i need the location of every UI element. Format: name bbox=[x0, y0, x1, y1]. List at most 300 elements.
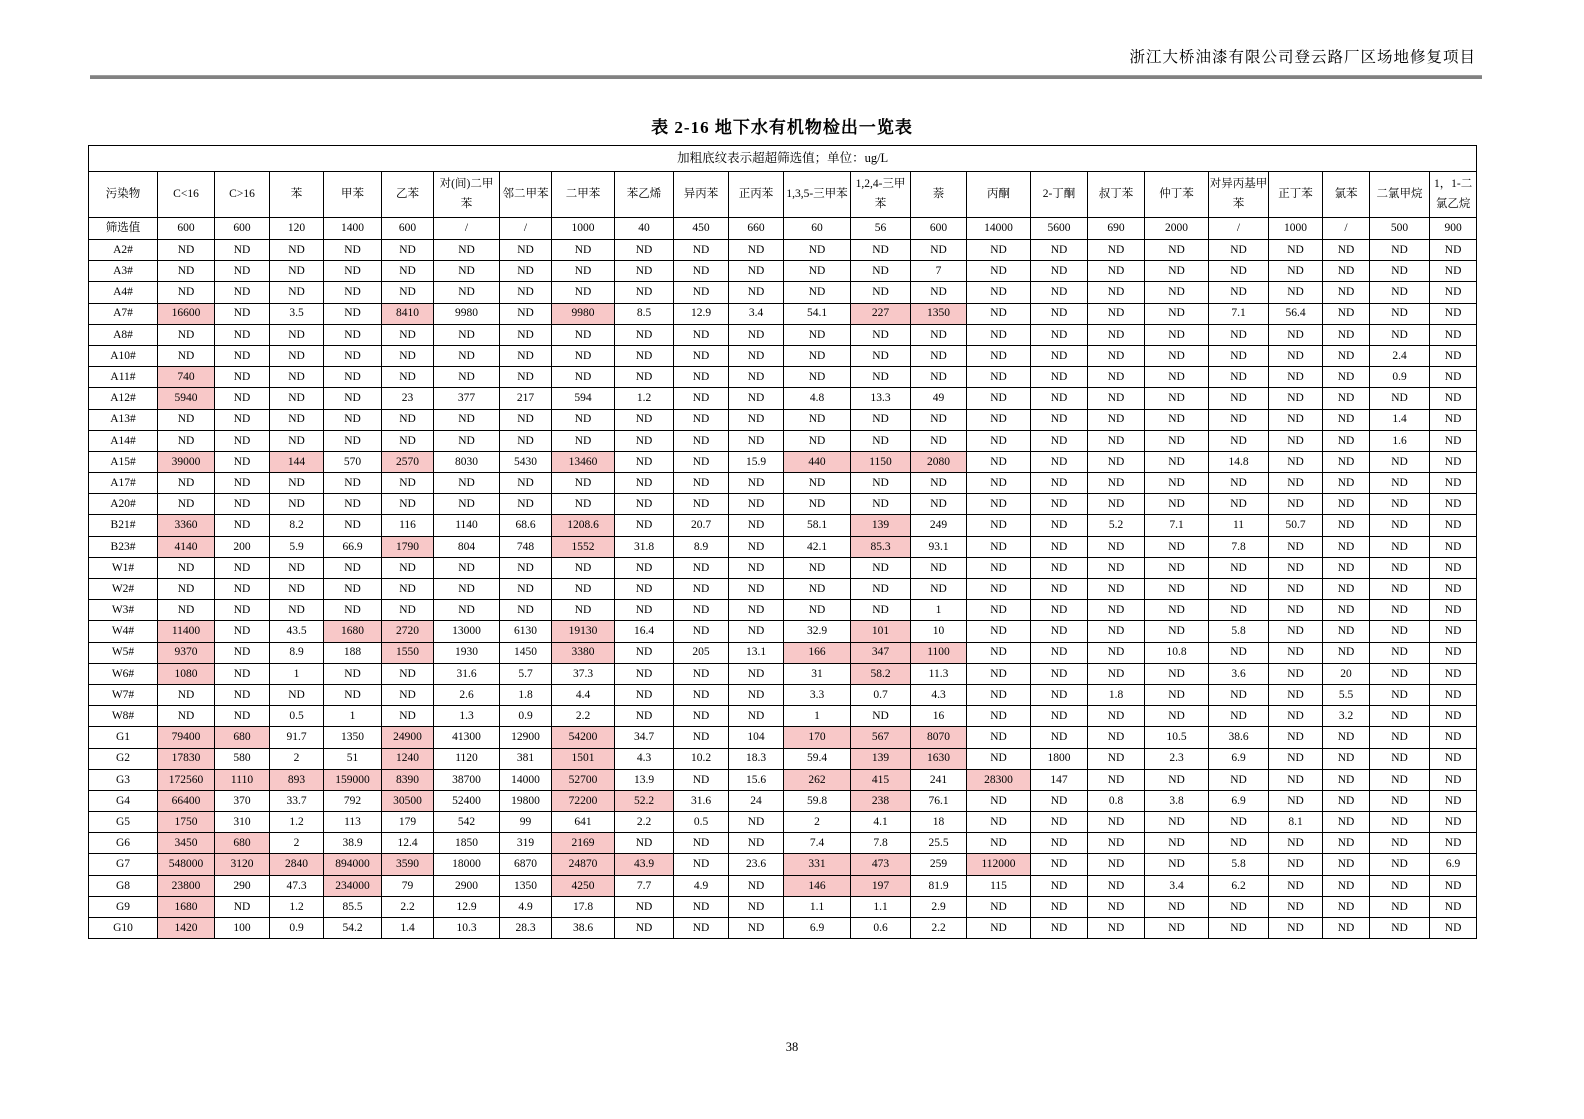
screening-value: 600 bbox=[215, 218, 270, 240]
data-cell: ND bbox=[1209, 769, 1269, 790]
data-cell: 9980 bbox=[552, 303, 615, 324]
row-id: B21# bbox=[89, 515, 158, 536]
data-cell: ND bbox=[1430, 621, 1477, 642]
data-cell: 115 bbox=[967, 875, 1031, 896]
data-cell: ND bbox=[1269, 473, 1323, 494]
data-cell: 166 bbox=[784, 642, 851, 663]
data-cell: 10.8 bbox=[1145, 642, 1209, 663]
table-row bbox=[89, 494, 1477, 515]
data-cell: ND bbox=[1088, 367, 1145, 388]
data-cell: ND bbox=[1088, 473, 1145, 494]
data-cell: ND bbox=[1323, 748, 1370, 769]
data-cell: ND bbox=[674, 621, 729, 642]
col-header: 萘 bbox=[911, 172, 967, 218]
data-cell: ND bbox=[729, 706, 784, 727]
data-cell: 6.9 bbox=[784, 918, 851, 939]
data-cell: ND bbox=[1088, 727, 1145, 748]
data-cell: ND bbox=[1370, 388, 1430, 409]
screening-value: 900 bbox=[1430, 218, 1477, 240]
data-cell: 10.5 bbox=[1145, 727, 1209, 748]
row-id: G8 bbox=[89, 875, 158, 896]
data-cell: ND bbox=[1031, 896, 1088, 917]
data-cell: 19130 bbox=[552, 621, 615, 642]
data-cell: ND bbox=[1430, 409, 1477, 430]
data-cell: 1110 bbox=[215, 769, 270, 790]
data-cell: 1.4 bbox=[1370, 409, 1430, 430]
data-cell: ND bbox=[1145, 367, 1209, 388]
screening-value: 600 bbox=[382, 218, 434, 240]
data-cell: 8.5 bbox=[615, 303, 674, 324]
data-cell: 39000 bbox=[158, 451, 215, 472]
data-cell: ND bbox=[851, 557, 911, 578]
data-cell: ND bbox=[1088, 388, 1145, 409]
screening-value: / bbox=[1209, 218, 1269, 240]
row-id: G9 bbox=[89, 896, 158, 917]
table-row bbox=[89, 261, 1477, 282]
row-id: A7# bbox=[89, 303, 158, 324]
data-cell: ND bbox=[324, 303, 382, 324]
data-cell: 31.6 bbox=[674, 790, 729, 811]
data-cell: ND bbox=[434, 345, 500, 366]
data-cell: ND bbox=[1145, 918, 1209, 939]
data-cell: ND bbox=[967, 261, 1031, 282]
data-cell: ND bbox=[434, 557, 500, 578]
data-cell: ND bbox=[729, 515, 784, 536]
data-cell: ND bbox=[500, 579, 552, 600]
data-cell: ND bbox=[324, 345, 382, 366]
data-cell: 12.9 bbox=[434, 896, 500, 917]
data-cell: ND bbox=[967, 324, 1031, 345]
data-cell: ND bbox=[1323, 282, 1370, 303]
table-body bbox=[89, 240, 1477, 939]
data-cell: 3360 bbox=[158, 515, 215, 536]
data-cell: ND bbox=[382, 324, 434, 345]
data-cell: ND bbox=[1269, 240, 1323, 261]
data-cell: ND bbox=[1430, 494, 1477, 515]
data-cell: ND bbox=[851, 345, 911, 366]
data-cell: ND bbox=[1209, 642, 1269, 663]
data-cell: ND bbox=[1145, 536, 1209, 557]
data-cell: 101 bbox=[851, 621, 911, 642]
data-cell: ND bbox=[674, 727, 729, 748]
data-cell: ND bbox=[270, 600, 324, 621]
data-cell: 43.5 bbox=[270, 621, 324, 642]
data-cell: ND bbox=[552, 261, 615, 282]
data-cell: ND bbox=[967, 579, 1031, 600]
data-cell: ND bbox=[1370, 854, 1430, 875]
data-cell: ND bbox=[784, 473, 851, 494]
data-cell: ND bbox=[215, 409, 270, 430]
data-cell: ND bbox=[784, 600, 851, 621]
data-cell: ND bbox=[215, 896, 270, 917]
data-cell: ND bbox=[1269, 706, 1323, 727]
data-cell: 0.6 bbox=[851, 918, 911, 939]
data-cell: 99 bbox=[500, 812, 552, 833]
data-cell: ND bbox=[552, 473, 615, 494]
data-cell: 1.2 bbox=[270, 812, 324, 833]
data-cell: 38.6 bbox=[1209, 727, 1269, 748]
data-cell: ND bbox=[1370, 240, 1430, 261]
table-row bbox=[89, 282, 1477, 303]
table-row bbox=[89, 854, 1477, 875]
data-cell: 7 bbox=[911, 261, 967, 282]
col-header: 对(间)二甲苯 bbox=[434, 172, 500, 218]
data-cell: 1 bbox=[324, 706, 382, 727]
data-cell: ND bbox=[1031, 557, 1088, 578]
data-cell: ND bbox=[967, 684, 1031, 705]
table-row bbox=[89, 324, 1477, 345]
data-cell: ND bbox=[1430, 790, 1477, 811]
data-cell: 58.2 bbox=[851, 663, 911, 684]
data-cell: 740 bbox=[158, 367, 215, 388]
table-row bbox=[89, 367, 1477, 388]
data-cell: ND bbox=[1430, 324, 1477, 345]
data-cell: ND bbox=[552, 345, 615, 366]
row-id: W8# bbox=[89, 706, 158, 727]
data-cell: ND bbox=[729, 324, 784, 345]
data-cell: ND bbox=[1370, 515, 1430, 536]
data-cell: 1680 bbox=[158, 896, 215, 917]
data-cell: ND bbox=[911, 473, 967, 494]
data-cell: ND bbox=[1269, 579, 1323, 600]
data-cell: 16 bbox=[911, 706, 967, 727]
data-cell: ND bbox=[324, 579, 382, 600]
data-cell: ND bbox=[674, 261, 729, 282]
table-row bbox=[89, 345, 1477, 366]
data-cell: ND bbox=[215, 621, 270, 642]
data-cell: ND bbox=[967, 621, 1031, 642]
data-cell: ND bbox=[967, 494, 1031, 515]
data-cell: ND bbox=[1031, 875, 1088, 896]
data-cell: ND bbox=[270, 557, 324, 578]
data-cell: 2.9 bbox=[911, 896, 967, 917]
data-cell: ND bbox=[1269, 854, 1323, 875]
data-cell: 290 bbox=[215, 875, 270, 896]
data-cell: ND bbox=[1323, 324, 1370, 345]
data-cell: 5.9 bbox=[270, 536, 324, 557]
data-cell: 50.7 bbox=[1269, 515, 1323, 536]
data-cell: 2 bbox=[784, 812, 851, 833]
data-cell: 3.3 bbox=[784, 684, 851, 705]
data-cell: ND bbox=[1145, 684, 1209, 705]
data-cell: ND bbox=[215, 663, 270, 684]
data-cell: 440 bbox=[784, 451, 851, 472]
data-cell: 37.3 bbox=[552, 663, 615, 684]
screening-value: 500 bbox=[1370, 218, 1430, 240]
data-cell: 8.1 bbox=[1269, 812, 1323, 833]
data-cell: ND bbox=[382, 579, 434, 600]
data-cell: ND bbox=[1031, 854, 1088, 875]
data-cell: 3120 bbox=[215, 854, 270, 875]
data-cell: ND bbox=[967, 706, 1031, 727]
data-cell: ND bbox=[158, 430, 215, 451]
data-cell: 56.4 bbox=[1269, 303, 1323, 324]
data-cell: ND bbox=[1370, 727, 1430, 748]
data-cell: ND bbox=[851, 367, 911, 388]
data-cell: 33.7 bbox=[270, 790, 324, 811]
data-cell: ND bbox=[784, 579, 851, 600]
data-cell: ND bbox=[434, 579, 500, 600]
data-cell: 1.8 bbox=[500, 684, 552, 705]
data-cell: 249 bbox=[911, 515, 967, 536]
data-cell: ND bbox=[1145, 494, 1209, 515]
data-cell: ND bbox=[1145, 409, 1209, 430]
data-cell: ND bbox=[1430, 240, 1477, 261]
data-cell: ND bbox=[615, 324, 674, 345]
data-cell: ND bbox=[324, 515, 382, 536]
col-header: C<16 bbox=[158, 172, 215, 218]
table-row bbox=[89, 748, 1477, 769]
data-cell: ND bbox=[615, 557, 674, 578]
col-header: 1,2,4-三甲苯 bbox=[851, 172, 911, 218]
table-row bbox=[89, 833, 1477, 854]
data-cell: ND bbox=[1323, 896, 1370, 917]
data-cell: ND bbox=[615, 663, 674, 684]
data-cell: ND bbox=[500, 409, 552, 430]
data-cell: ND bbox=[1031, 663, 1088, 684]
data-cell: 31.6 bbox=[434, 663, 500, 684]
data-cell: ND bbox=[1323, 303, 1370, 324]
data-cell: ND bbox=[1031, 727, 1088, 748]
data-cell: ND bbox=[434, 494, 500, 515]
data-cell: ND bbox=[1370, 600, 1430, 621]
data-cell: ND bbox=[270, 579, 324, 600]
data-cell: ND bbox=[1323, 536, 1370, 557]
data-cell: ND bbox=[1088, 854, 1145, 875]
data-cell: ND bbox=[1430, 261, 1477, 282]
data-cell: ND bbox=[729, 875, 784, 896]
data-cell: ND bbox=[1430, 896, 1477, 917]
data-cell: ND bbox=[215, 261, 270, 282]
data-cell: 18.3 bbox=[729, 748, 784, 769]
screening-value: 60 bbox=[784, 218, 851, 240]
data-cell: ND bbox=[382, 430, 434, 451]
data-cell: 23 bbox=[382, 388, 434, 409]
data-cell: ND bbox=[1269, 430, 1323, 451]
row-id: A14# bbox=[89, 430, 158, 451]
data-cell: ND bbox=[1031, 579, 1088, 600]
data-cell: ND bbox=[911, 282, 967, 303]
data-cell: ND bbox=[1088, 600, 1145, 621]
table-row bbox=[89, 727, 1477, 748]
data-cell: ND bbox=[1370, 769, 1430, 790]
data-cell: ND bbox=[1370, 812, 1430, 833]
row-id: A2# bbox=[89, 240, 158, 261]
row-id: A13# bbox=[89, 409, 158, 430]
data-cell: ND bbox=[1430, 748, 1477, 769]
data-cell: 42.1 bbox=[784, 536, 851, 557]
data-cell: ND bbox=[674, 854, 729, 875]
data-cell: ND bbox=[324, 282, 382, 303]
data-cell: ND bbox=[674, 367, 729, 388]
data-cell: 1.6 bbox=[1370, 430, 1430, 451]
data-cell: ND bbox=[1323, 833, 1370, 854]
data-cell: ND bbox=[1370, 833, 1430, 854]
data-cell: 51 bbox=[324, 748, 382, 769]
table-row bbox=[89, 896, 1477, 917]
data-cell: ND bbox=[615, 579, 674, 600]
data-cell: ND bbox=[434, 282, 500, 303]
data-cell: ND bbox=[1031, 684, 1088, 705]
data-cell: 680 bbox=[215, 727, 270, 748]
data-cell: 594 bbox=[552, 388, 615, 409]
data-cell: ND bbox=[500, 345, 552, 366]
data-cell: ND bbox=[851, 473, 911, 494]
data-cell: ND bbox=[158, 409, 215, 430]
col-header: 1，1-二氯乙烷 bbox=[1430, 172, 1477, 218]
data-cell: 1680 bbox=[324, 621, 382, 642]
screening-value: 56 bbox=[851, 218, 911, 240]
data-cell: ND bbox=[1370, 451, 1430, 472]
row-id: G3 bbox=[89, 769, 158, 790]
data-cell: ND bbox=[1088, 833, 1145, 854]
data-cell: ND bbox=[615, 896, 674, 917]
data-cell: ND bbox=[1209, 918, 1269, 939]
data-cell: ND bbox=[1088, 918, 1145, 939]
data-cell: ND bbox=[1031, 451, 1088, 472]
data-cell: ND bbox=[615, 918, 674, 939]
data-cell: ND bbox=[1370, 896, 1430, 917]
data-cell: ND bbox=[1031, 790, 1088, 811]
data-cell: ND bbox=[1430, 388, 1477, 409]
data-cell: ND bbox=[1088, 748, 1145, 769]
data-cell: ND bbox=[1145, 345, 1209, 366]
data-cell: 570 bbox=[324, 451, 382, 472]
col-header: 二氯甲烷 bbox=[1370, 172, 1430, 218]
data-cell: ND bbox=[1031, 345, 1088, 366]
data-cell: 2.4 bbox=[1370, 345, 1430, 366]
data-cell: 0.7 bbox=[851, 684, 911, 705]
data-cell: 331 bbox=[784, 854, 851, 875]
data-cell: 3.8 bbox=[1145, 790, 1209, 811]
data-cell: ND bbox=[1269, 918, 1323, 939]
table-row bbox=[89, 642, 1477, 663]
data-cell: 20.7 bbox=[674, 515, 729, 536]
data-cell: ND bbox=[324, 473, 382, 494]
data-cell: ND bbox=[552, 494, 615, 515]
data-cell: 10 bbox=[911, 621, 967, 642]
data-cell: ND bbox=[1430, 473, 1477, 494]
data-cell: ND bbox=[500, 494, 552, 515]
data-cell: ND bbox=[967, 451, 1031, 472]
data-cell: 24900 bbox=[382, 727, 434, 748]
data-cell: ND bbox=[1031, 600, 1088, 621]
data-cell: ND bbox=[1430, 600, 1477, 621]
data-cell: ND bbox=[967, 240, 1031, 261]
data-cell: 5430 bbox=[500, 451, 552, 472]
data-cell: 30500 bbox=[382, 790, 434, 811]
data-cell: ND bbox=[615, 261, 674, 282]
data-cell: 1350 bbox=[500, 875, 552, 896]
data-cell: 2080 bbox=[911, 451, 967, 472]
table-head bbox=[89, 146, 1477, 240]
data-cell: ND bbox=[1370, 579, 1430, 600]
row-id: W3# bbox=[89, 600, 158, 621]
data-cell: 4140 bbox=[158, 536, 215, 557]
row-id: G6 bbox=[89, 833, 158, 854]
data-cell: ND bbox=[215, 473, 270, 494]
data-cell: ND bbox=[1209, 240, 1269, 261]
data-cell: 1550 bbox=[382, 642, 434, 663]
data-cell: 66.9 bbox=[324, 536, 382, 557]
table-row bbox=[89, 918, 1477, 939]
data-cell: ND bbox=[500, 430, 552, 451]
data-cell: ND bbox=[674, 600, 729, 621]
data-cell: 3.2 bbox=[1323, 706, 1370, 727]
data-cell: ND bbox=[615, 642, 674, 663]
data-cell: 1080 bbox=[158, 663, 215, 684]
screening-value: 1000 bbox=[552, 218, 615, 240]
data-cell: ND bbox=[674, 451, 729, 472]
data-cell: 1.4 bbox=[382, 918, 434, 939]
data-cell: 1140 bbox=[434, 515, 500, 536]
data-cell: 41300 bbox=[434, 727, 500, 748]
data-cell: ND bbox=[1323, 515, 1370, 536]
data-cell: ND bbox=[1370, 536, 1430, 557]
data-cell: ND bbox=[270, 494, 324, 515]
data-cell: ND bbox=[967, 367, 1031, 388]
data-cell: 197 bbox=[851, 875, 911, 896]
table-row bbox=[89, 875, 1477, 896]
data-cell: ND bbox=[967, 600, 1031, 621]
data-cell: ND bbox=[215, 579, 270, 600]
data-cell: 2.3 bbox=[1145, 748, 1209, 769]
data-cell: 11 bbox=[1209, 515, 1269, 536]
data-cell: ND bbox=[324, 367, 382, 388]
data-cell: ND bbox=[158, 345, 215, 366]
data-cell: ND bbox=[270, 345, 324, 366]
data-cell: ND bbox=[1370, 706, 1430, 727]
screening-value: 14000 bbox=[967, 218, 1031, 240]
row-id: G4 bbox=[89, 790, 158, 811]
data-cell: ND bbox=[434, 409, 500, 430]
data-cell: 3.4 bbox=[1145, 875, 1209, 896]
col-header: 异丙苯 bbox=[674, 172, 729, 218]
data-cell: ND bbox=[1031, 303, 1088, 324]
data-cell: ND bbox=[729, 621, 784, 642]
data-cell: 5.5 bbox=[1323, 684, 1370, 705]
table-row bbox=[89, 812, 1477, 833]
data-cell: ND bbox=[1209, 345, 1269, 366]
data-cell: ND bbox=[215, 240, 270, 261]
data-cell: 19800 bbox=[500, 790, 552, 811]
data-cell: 1.1 bbox=[784, 896, 851, 917]
data-cell: 1208.6 bbox=[552, 515, 615, 536]
screening-label: 筛选值 bbox=[89, 218, 158, 240]
data-cell: ND bbox=[1430, 430, 1477, 451]
data-cell: ND bbox=[729, 240, 784, 261]
data-cell: ND bbox=[851, 430, 911, 451]
data-cell: 4.3 bbox=[615, 748, 674, 769]
col-header: 丙酮 bbox=[967, 172, 1031, 218]
data-cell: ND bbox=[382, 367, 434, 388]
data-cell: ND bbox=[1269, 557, 1323, 578]
data-cell: ND bbox=[1088, 706, 1145, 727]
row-id: W4# bbox=[89, 621, 158, 642]
data-cell: ND bbox=[784, 324, 851, 345]
col-header: 苯乙烯 bbox=[615, 172, 674, 218]
data-cell: ND bbox=[1430, 706, 1477, 727]
data-cell: 9980 bbox=[434, 303, 500, 324]
data-cell: ND bbox=[1145, 388, 1209, 409]
data-cell: ND bbox=[1088, 451, 1145, 472]
data-cell: ND bbox=[674, 473, 729, 494]
data-cell: 18 bbox=[911, 812, 967, 833]
data-cell: ND bbox=[552, 600, 615, 621]
data-cell: ND bbox=[215, 430, 270, 451]
data-cell: ND bbox=[674, 833, 729, 854]
data-cell: ND bbox=[674, 706, 729, 727]
